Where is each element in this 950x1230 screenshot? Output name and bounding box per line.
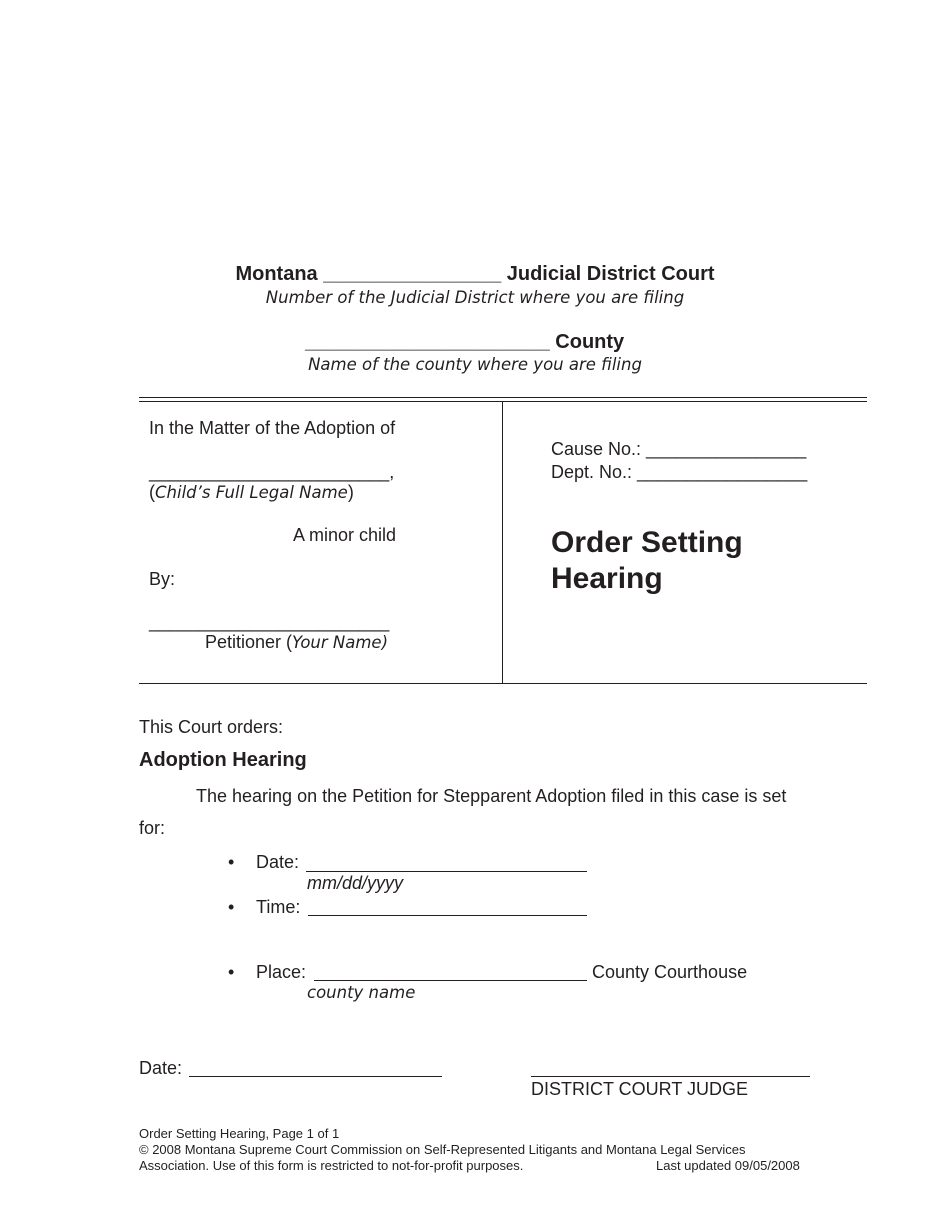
- petitioner-label: Petitioner (Your Name): [205, 632, 389, 652]
- district-hint: Number of the Judicial District where you are filing: [265, 288, 685, 307]
- bullet-date: •: [228, 852, 235, 872]
- dept-number: Dept. No.: _________________: [551, 462, 808, 482]
- title-line-1: Order Setting: [551, 526, 743, 559]
- footer-updated: Last updated 09/05/2008: [656, 1158, 800, 1173]
- matter-text: In the Matter of the Adoption of: [149, 418, 396, 438]
- paragraph-line-2: for:: [139, 818, 166, 838]
- petitioner-blank: ________________________: [149, 612, 390, 632]
- caption-bottom-rule: [139, 683, 867, 684]
- signature-date-line[interactable]: [189, 1076, 442, 1077]
- footer-copyright: © 2008 Montana Supreme Court Commission on Self-Represented Litigants and Montana Legal Services: [139, 1142, 746, 1157]
- minor-child-text: A minor child: [293, 525, 397, 545]
- hearing-place-label: Place:: [256, 962, 307, 982]
- county-hint: Name of the county where you are filing: [308, 355, 642, 374]
- court-heading: [0, 263, 950, 286]
- judge-label: DISTRICT COURT JUDGE: [531, 1079, 749, 1099]
- document-title: [551, 525, 743, 597]
- district-blank: ________________: [323, 263, 502, 285]
- county-heading: [305, 331, 624, 354]
- hearing-date-label: Date:: [256, 852, 300, 872]
- bullet-place: •: [228, 962, 235, 982]
- hearing-place-line[interactable]: [314, 980, 587, 981]
- caption-top-rule-1: [139, 397, 867, 398]
- orders-text: This Court orders:: [139, 717, 284, 737]
- court-suffix: Judicial District Court: [506, 263, 715, 285]
- caption-divider: [502, 401, 503, 684]
- child-name-blank: ________________________,: [149, 462, 395, 482]
- county-blank: ______________________: [305, 331, 550, 353]
- bullet-time: •: [228, 897, 235, 917]
- place-hint: county name: [307, 983, 416, 1002]
- hearing-time-label: Time:: [256, 897, 301, 917]
- child-name-hint: (Child’s Full Legal Name): [149, 482, 354, 502]
- signature-date-label: Date:: [139, 1058, 183, 1078]
- county-label: County: [555, 331, 625, 353]
- footer-page: Order Setting Hearing, Page 1 of 1: [139, 1126, 340, 1141]
- title-line-2: Hearing: [551, 562, 663, 595]
- footer-restriction: Association. Use of this form is restricted to not-for-profit purposes.: [139, 1158, 524, 1173]
- hearing-date-line[interactable]: [306, 871, 587, 872]
- place-suffix: County Courthouse: [592, 962, 748, 982]
- judge-signature-line[interactable]: [531, 1076, 810, 1077]
- hearing-date-hint: mm/dd/yyyy: [307, 873, 404, 893]
- hearing-time-line[interactable]: [308, 915, 587, 916]
- caption-top-rule-2: [139, 401, 867, 402]
- cause-number: Cause No.: ________________: [551, 439, 807, 459]
- by-text: By:: [149, 569, 176, 589]
- court-prefix: Montana: [235, 263, 318, 285]
- paragraph-line-1: The hearing on the Petition for Stepparent Adoption filed in this case is set: [196, 786, 787, 806]
- section-heading: Adoption Hearing: [139, 749, 307, 771]
